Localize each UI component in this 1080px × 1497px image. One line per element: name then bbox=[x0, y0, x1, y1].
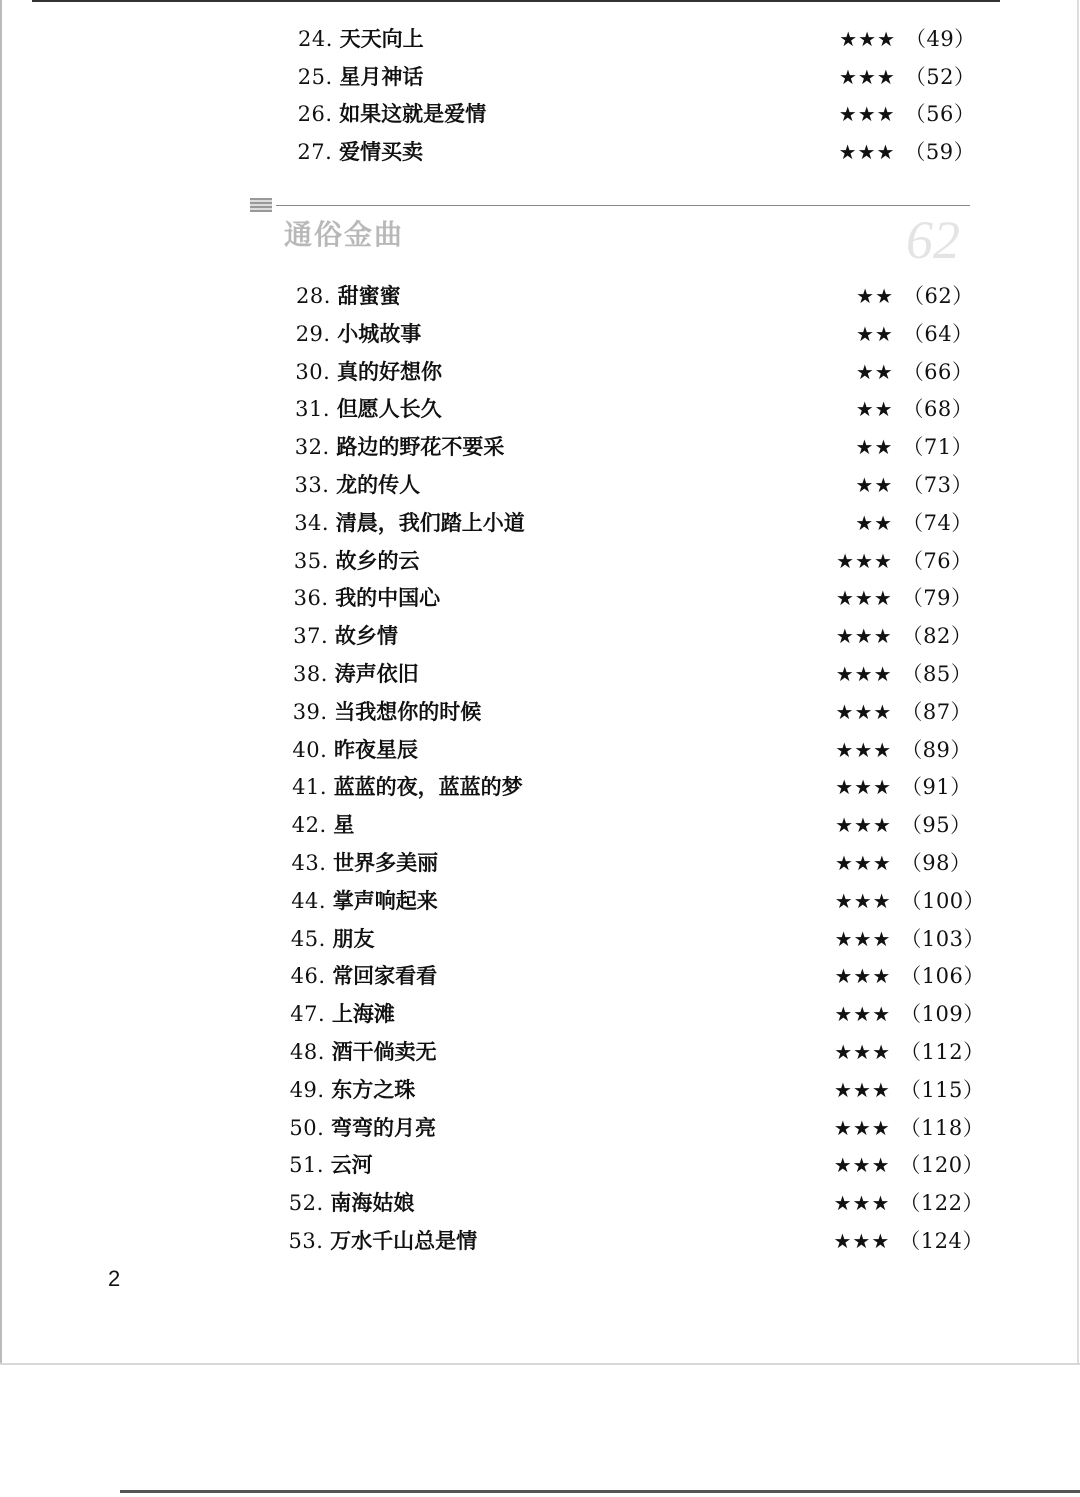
difficulty-stars: ★★★ bbox=[836, 548, 893, 573]
section-marker-icon bbox=[250, 198, 272, 212]
difficulty-stars: ★★★ bbox=[838, 140, 896, 165]
toc-entry-page: （115） bbox=[899, 1077, 985, 1102]
toc-entry-page: （122） bbox=[899, 1191, 984, 1216]
difficulty-stars: ★★ bbox=[855, 359, 894, 384]
toc-entry-page: （112） bbox=[900, 1040, 985, 1064]
difficulty-stars: ★★★ bbox=[834, 851, 892, 875]
toc-entry-number: 46. bbox=[290, 964, 326, 989]
toc-entry-page: （89） bbox=[901, 737, 972, 762]
difficulty-stars: ★★★ bbox=[834, 1002, 892, 1027]
toc-entry-number: 32. bbox=[294, 435, 330, 460]
toc-row bbox=[294, 506, 994, 540]
toc-entry-title: 甜蜜蜜 bbox=[337, 283, 401, 308]
toc-entry-title: 东方之珠 bbox=[331, 1076, 416, 1102]
toc-entry-title: 星 bbox=[333, 812, 355, 838]
toc-entry-number: 53. bbox=[288, 1229, 324, 1253]
difficulty-stars: ★★★ bbox=[834, 964, 892, 989]
difficulty-stars: ★★★ bbox=[839, 27, 896, 51]
difficulty-stars: ★★ bbox=[855, 397, 894, 422]
toc-entry-page: （98） bbox=[900, 851, 972, 875]
difficulty-stars: ★★★ bbox=[835, 813, 892, 838]
toc-entry-title: 弯弯的月亮 bbox=[330, 1114, 436, 1140]
toc-row bbox=[298, 97, 998, 131]
difficulty-stars: ★★★ bbox=[833, 1115, 891, 1140]
toc-row bbox=[292, 846, 992, 880]
toc-entry-number: 24. bbox=[298, 27, 333, 51]
difficulty-stars: ★★★ bbox=[833, 1229, 891, 1253]
toc-entry-page: （106） bbox=[900, 964, 985, 989]
toc-row bbox=[295, 430, 995, 464]
difficulty-stars: ★★★ bbox=[834, 926, 892, 951]
section-page-number: 62 bbox=[906, 210, 960, 270]
toc-entry-number: 36. bbox=[293, 586, 329, 611]
toc-entry-page: （79） bbox=[901, 586, 973, 611]
toc-entry-title: 昨夜星辰 bbox=[333, 736, 418, 762]
toc-entry-number: 30. bbox=[295, 359, 331, 384]
difficulty-stars: ★★★ bbox=[836, 586, 893, 611]
toc-row bbox=[293, 657, 993, 691]
toc-row bbox=[290, 1035, 990, 1069]
difficulty-stars: ★★ bbox=[855, 510, 894, 535]
toc-row bbox=[297, 135, 997, 169]
toc-entry-number: 44. bbox=[291, 888, 327, 913]
toc-entry-title: 酒干倘卖无 bbox=[331, 1039, 437, 1064]
toc-entry-page: （64） bbox=[902, 321, 974, 346]
difficulty-stars: ★★★ bbox=[839, 64, 896, 89]
toc-entry-page: （49） bbox=[905, 27, 976, 51]
toc-entry-title: 路边的野花不要采 bbox=[336, 434, 505, 460]
top-rule bbox=[32, 0, 1000, 2]
toc-row bbox=[289, 1148, 989, 1182]
toc-row bbox=[290, 997, 990, 1031]
toc-row bbox=[294, 544, 994, 578]
toc-entry-page: （56） bbox=[904, 102, 976, 127]
difficulty-stars: ★★★ bbox=[835, 699, 893, 724]
toc-entry-page: （124） bbox=[899, 1229, 984, 1253]
toc-entry-number: 51. bbox=[289, 1153, 324, 1178]
toc-entry-title: 但愿人长久 bbox=[336, 396, 442, 422]
toc-entry-number: 41. bbox=[292, 775, 327, 800]
toc-row bbox=[295, 355, 995, 389]
page-number: 2 bbox=[108, 1266, 121, 1291]
section-header bbox=[250, 195, 970, 270]
toc-row bbox=[294, 581, 994, 615]
toc-entry-page: （52） bbox=[904, 64, 976, 89]
toc-entry-title: 我的中国心 bbox=[335, 585, 441, 611]
difficulty-stars: ★★★ bbox=[835, 624, 893, 649]
difficulty-stars: ★★★ bbox=[834, 1040, 891, 1064]
difficulty-stars: ★★ bbox=[856, 284, 894, 308]
toc-entry-number: 34. bbox=[294, 510, 330, 535]
toc-entry-title: 涛声依旧 bbox=[334, 661, 419, 686]
toc-entry-title: 龙的传人 bbox=[336, 472, 421, 497]
toc-entry-page: （100） bbox=[900, 888, 986, 913]
difficulty-stars: ★★★ bbox=[834, 1077, 891, 1102]
toc-entry-title: 小城故事 bbox=[337, 320, 422, 346]
toc-entry-title: 星月神话 bbox=[339, 63, 424, 89]
toc-entry-page: （76） bbox=[901, 548, 973, 573]
difficulty-stars: ★★★ bbox=[838, 102, 896, 127]
toc-entry-number: 33. bbox=[294, 473, 330, 497]
toc-entry-page: （95） bbox=[900, 813, 972, 838]
toc-row bbox=[292, 770, 992, 804]
toc-row bbox=[295, 468, 995, 502]
section-divider bbox=[276, 205, 970, 206]
toc-entry-number: 28. bbox=[296, 284, 331, 308]
section-title: 通俗金曲 bbox=[284, 218, 405, 251]
page-left-edge bbox=[0, 0, 2, 1365]
toc-row bbox=[296, 317, 996, 351]
toc-entry-page: （62） bbox=[903, 284, 974, 308]
toc-row bbox=[292, 733, 992, 767]
toc-entry-number: 49. bbox=[289, 1077, 325, 1102]
difficulty-stars: ★★ bbox=[855, 435, 894, 460]
difficulty-stars: ★★★ bbox=[835, 662, 893, 686]
toc-row bbox=[290, 1073, 990, 1107]
toc-entry-page: （103） bbox=[900, 926, 986, 951]
toc-entry-number: 29. bbox=[295, 321, 331, 346]
toc-entry-page: （82） bbox=[901, 624, 973, 649]
difficulty-stars: ★★★ bbox=[833, 1153, 891, 1178]
toc-entry-title: 南海姑娘 bbox=[330, 1190, 415, 1216]
toc-row bbox=[296, 279, 996, 313]
difficulty-stars: ★★ bbox=[855, 473, 894, 497]
toc-entry-number: 50. bbox=[289, 1115, 325, 1140]
toc-entry-number: 48. bbox=[290, 1040, 325, 1064]
toc-entry-number: 43. bbox=[291, 851, 327, 875]
page-right-edge bbox=[1077, 0, 1079, 1365]
toc-entry-title: 当我想你的时候 bbox=[334, 698, 482, 724]
toc-entry-title: 常回家看看 bbox=[332, 963, 438, 989]
toc-entry-number: 52. bbox=[288, 1191, 324, 1216]
toc-entry-page: （118） bbox=[899, 1115, 985, 1140]
toc-row bbox=[293, 695, 993, 729]
toc-entry-number: 47. bbox=[290, 1002, 326, 1027]
toc-entry-number: 26. bbox=[297, 102, 333, 127]
toc-entry-title: 蓝蓝的夜，蓝蓝的梦 bbox=[333, 774, 523, 800]
toc-entry-page: （71） bbox=[902, 435, 974, 460]
toc-row bbox=[289, 1224, 989, 1258]
difficulty-stars: ★★ bbox=[855, 321, 894, 346]
toc-entry-title: 万水千山总是情 bbox=[330, 1228, 478, 1253]
toc-row bbox=[291, 959, 991, 993]
toc-entry-number: 31. bbox=[295, 397, 330, 422]
toc-entry-number: 25. bbox=[297, 64, 333, 89]
toc-entry-number: 35. bbox=[293, 548, 329, 573]
page-bottom-edge bbox=[0, 1363, 1080, 1365]
toc-entry-page: （120） bbox=[899, 1153, 985, 1178]
toc-entry-title: 清晨，我们踏上小道 bbox=[335, 509, 525, 535]
toc-entry-title: 故乡情 bbox=[334, 623, 398, 649]
toc-entry-title: 天天向上 bbox=[339, 26, 424, 51]
toc-entry-title: 掌声响起来 bbox=[332, 887, 438, 913]
toc-entry-page: （68） bbox=[902, 397, 974, 422]
toc-entry-page: （66） bbox=[902, 359, 974, 384]
toc-entry-number: 45. bbox=[290, 926, 326, 951]
toc-entry-title: 云河 bbox=[330, 1152, 373, 1178]
toc-entry-title: 真的好想你 bbox=[336, 358, 442, 384]
toc-entry-number: 39. bbox=[292, 699, 328, 724]
toc-row bbox=[292, 808, 992, 842]
toc-row bbox=[295, 392, 995, 426]
toc-entry-title: 世界多美丽 bbox=[333, 850, 439, 875]
toc-row bbox=[289, 1111, 989, 1145]
toc-entry-title: 爱情买卖 bbox=[338, 139, 423, 165]
toc-entry-number: 40. bbox=[292, 737, 328, 762]
toc-entry-page: （91） bbox=[901, 775, 972, 800]
difficulty-stars: ★★★ bbox=[833, 1191, 891, 1216]
toc-entry-title: 如果这就是爱情 bbox=[339, 101, 487, 127]
toc-row bbox=[291, 922, 991, 956]
toc-row bbox=[291, 884, 991, 918]
toc-row bbox=[298, 60, 998, 94]
toc-entry-title: 朋友 bbox=[332, 925, 375, 951]
next-page-top-rule bbox=[120, 1490, 1080, 1493]
toc-entry-page: （74） bbox=[902, 510, 973, 535]
toc-row bbox=[293, 619, 993, 653]
toc-entry-page: （85） bbox=[901, 662, 973, 686]
toc-row bbox=[289, 1186, 989, 1220]
toc-entry-number: 27. bbox=[297, 140, 333, 165]
toc-entry-page: （73） bbox=[902, 473, 973, 497]
difficulty-stars: ★★★ bbox=[835, 775, 893, 800]
toc-entry-title: 上海滩 bbox=[331, 1001, 395, 1027]
toc-entry-title: 故乡的云 bbox=[335, 547, 420, 573]
toc-entry-page: （59） bbox=[904, 140, 976, 165]
difficulty-stars: ★★★ bbox=[835, 737, 893, 762]
toc-row bbox=[298, 22, 998, 56]
toc-entry-number: 38. bbox=[293, 662, 328, 686]
toc-entry-number: 37. bbox=[293, 624, 329, 649]
toc-entry-page: （87） bbox=[901, 699, 973, 724]
toc-entry-number: 42. bbox=[291, 813, 327, 838]
toc-entry-page: （109） bbox=[900, 1002, 985, 1027]
difficulty-stars: ★★★ bbox=[834, 888, 892, 913]
